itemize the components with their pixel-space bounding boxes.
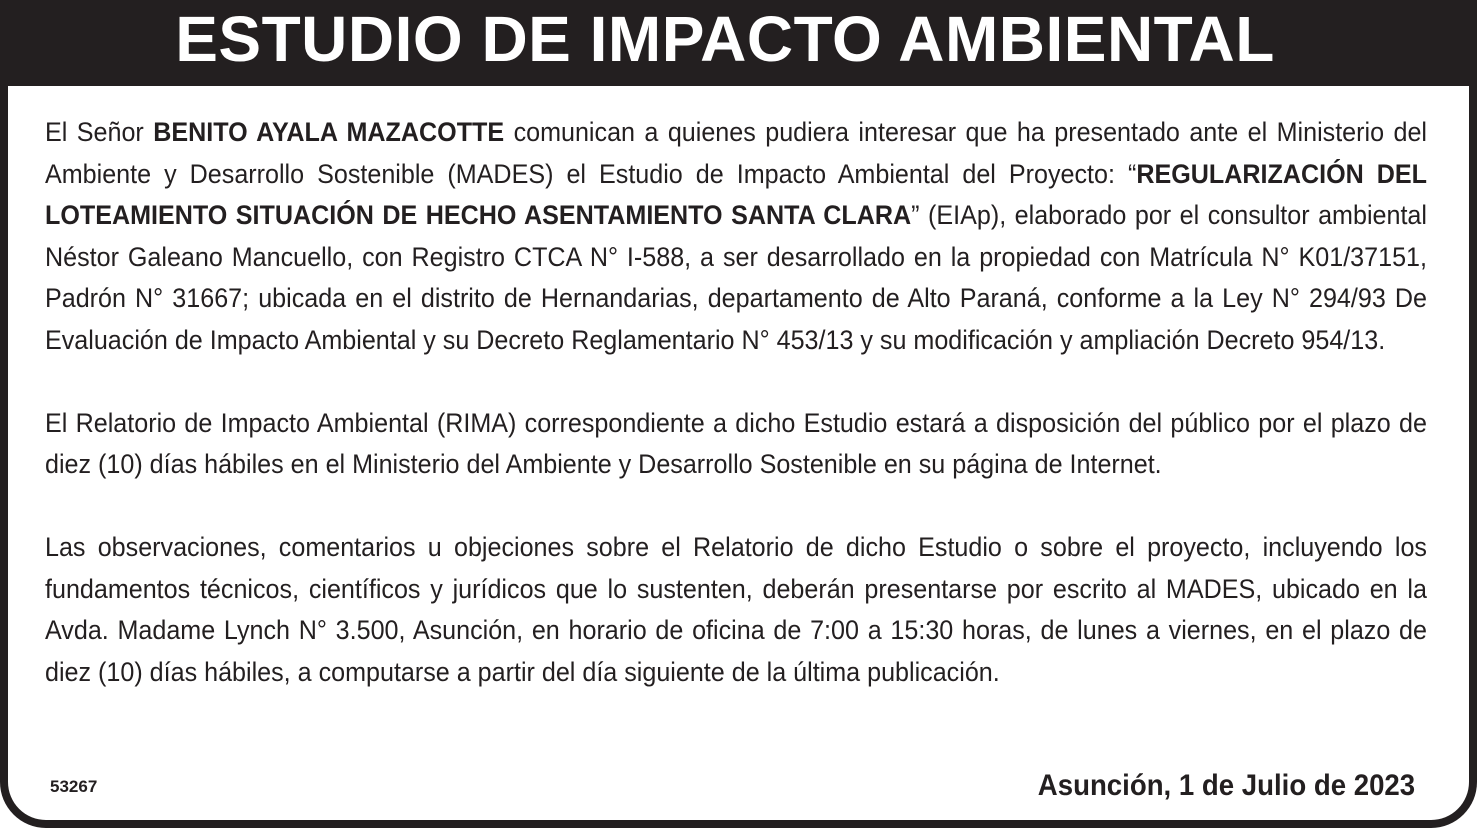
- paragraph-1-intro: El Señor: [45, 117, 154, 147]
- title-bar: [0, 0, 1477, 86]
- notice-body: [45, 112, 1427, 693]
- reference-number: 53267: [50, 777, 98, 796]
- paragraph-1-text-b: ” (EIAp), elaborado por el consultor ambiental Néstor Galeano Mancuello, con Registro CTCA N° I-588, a ser desarrollado en la propiedad con Matrícula N° K01/37151, Padrón N° 31667; ubicada en el distrito de Hernandarias, departamento de Alto Paraná, conforme a la Ley N° 294/93 De Evaluación de Impacto Ambiental y su Decreto Reglamentario N° 453/13 y su modificación y ampliación Decreto 954/13.: [45, 200, 1427, 355]
- paragraph-1-text-a: comunican a quienes pudiera interesar que ha presentado ante el Ministerio del Ambiente y Desarrollo Sostenible (MADES) el Estudio de Impacto Ambiental del Proyecto: “: [45, 117, 1428, 189]
- project-name: REGULARIZACIÓN DEL LOTEAMIENTO SITUACIÓN DE HECHO ASENTAMIENTO SANTA CLARA: [45, 158, 1427, 230]
- date-line: Asunción, 1 de Julio de 2023: [1037, 769, 1415, 802]
- paragraph-2: El Relatorio de Impacto Ambiental (RIMA) correspondiente a dicho Estudio estará a disposición del público por el plazo de diez (10) días hábiles en el Ministerio del Ambiente y Desarrollo Sostenible en su página de Internet.: [45, 407, 1427, 479]
- applicant-name: BENITO AYALA MAZACOTTE: [153, 117, 505, 147]
- paragraph-1: [45, 112, 1427, 361]
- notice-title: ESTUDIO DE IMPACTO AMBIENTAL: [175, 3, 1275, 75]
- paragraph-3: Las observaciones, comentarios u objeciones sobre el Relatorio de dicho Estudio o sobre el proyecto, incluyendo los fundamentos técnicos, científicos y jurídicos que lo sustenten, deberán presentarse por escrito al MADES, ubicado en la Avda. Madame Lynch N° 3.500, Asunción, en horario de oficina de 7:00 a 15:30 horas, de lunes a viernes, en el plazo de diez (10) días hábiles, a computarse a partir del día siguiente de la última publicación.: [45, 532, 1427, 687]
